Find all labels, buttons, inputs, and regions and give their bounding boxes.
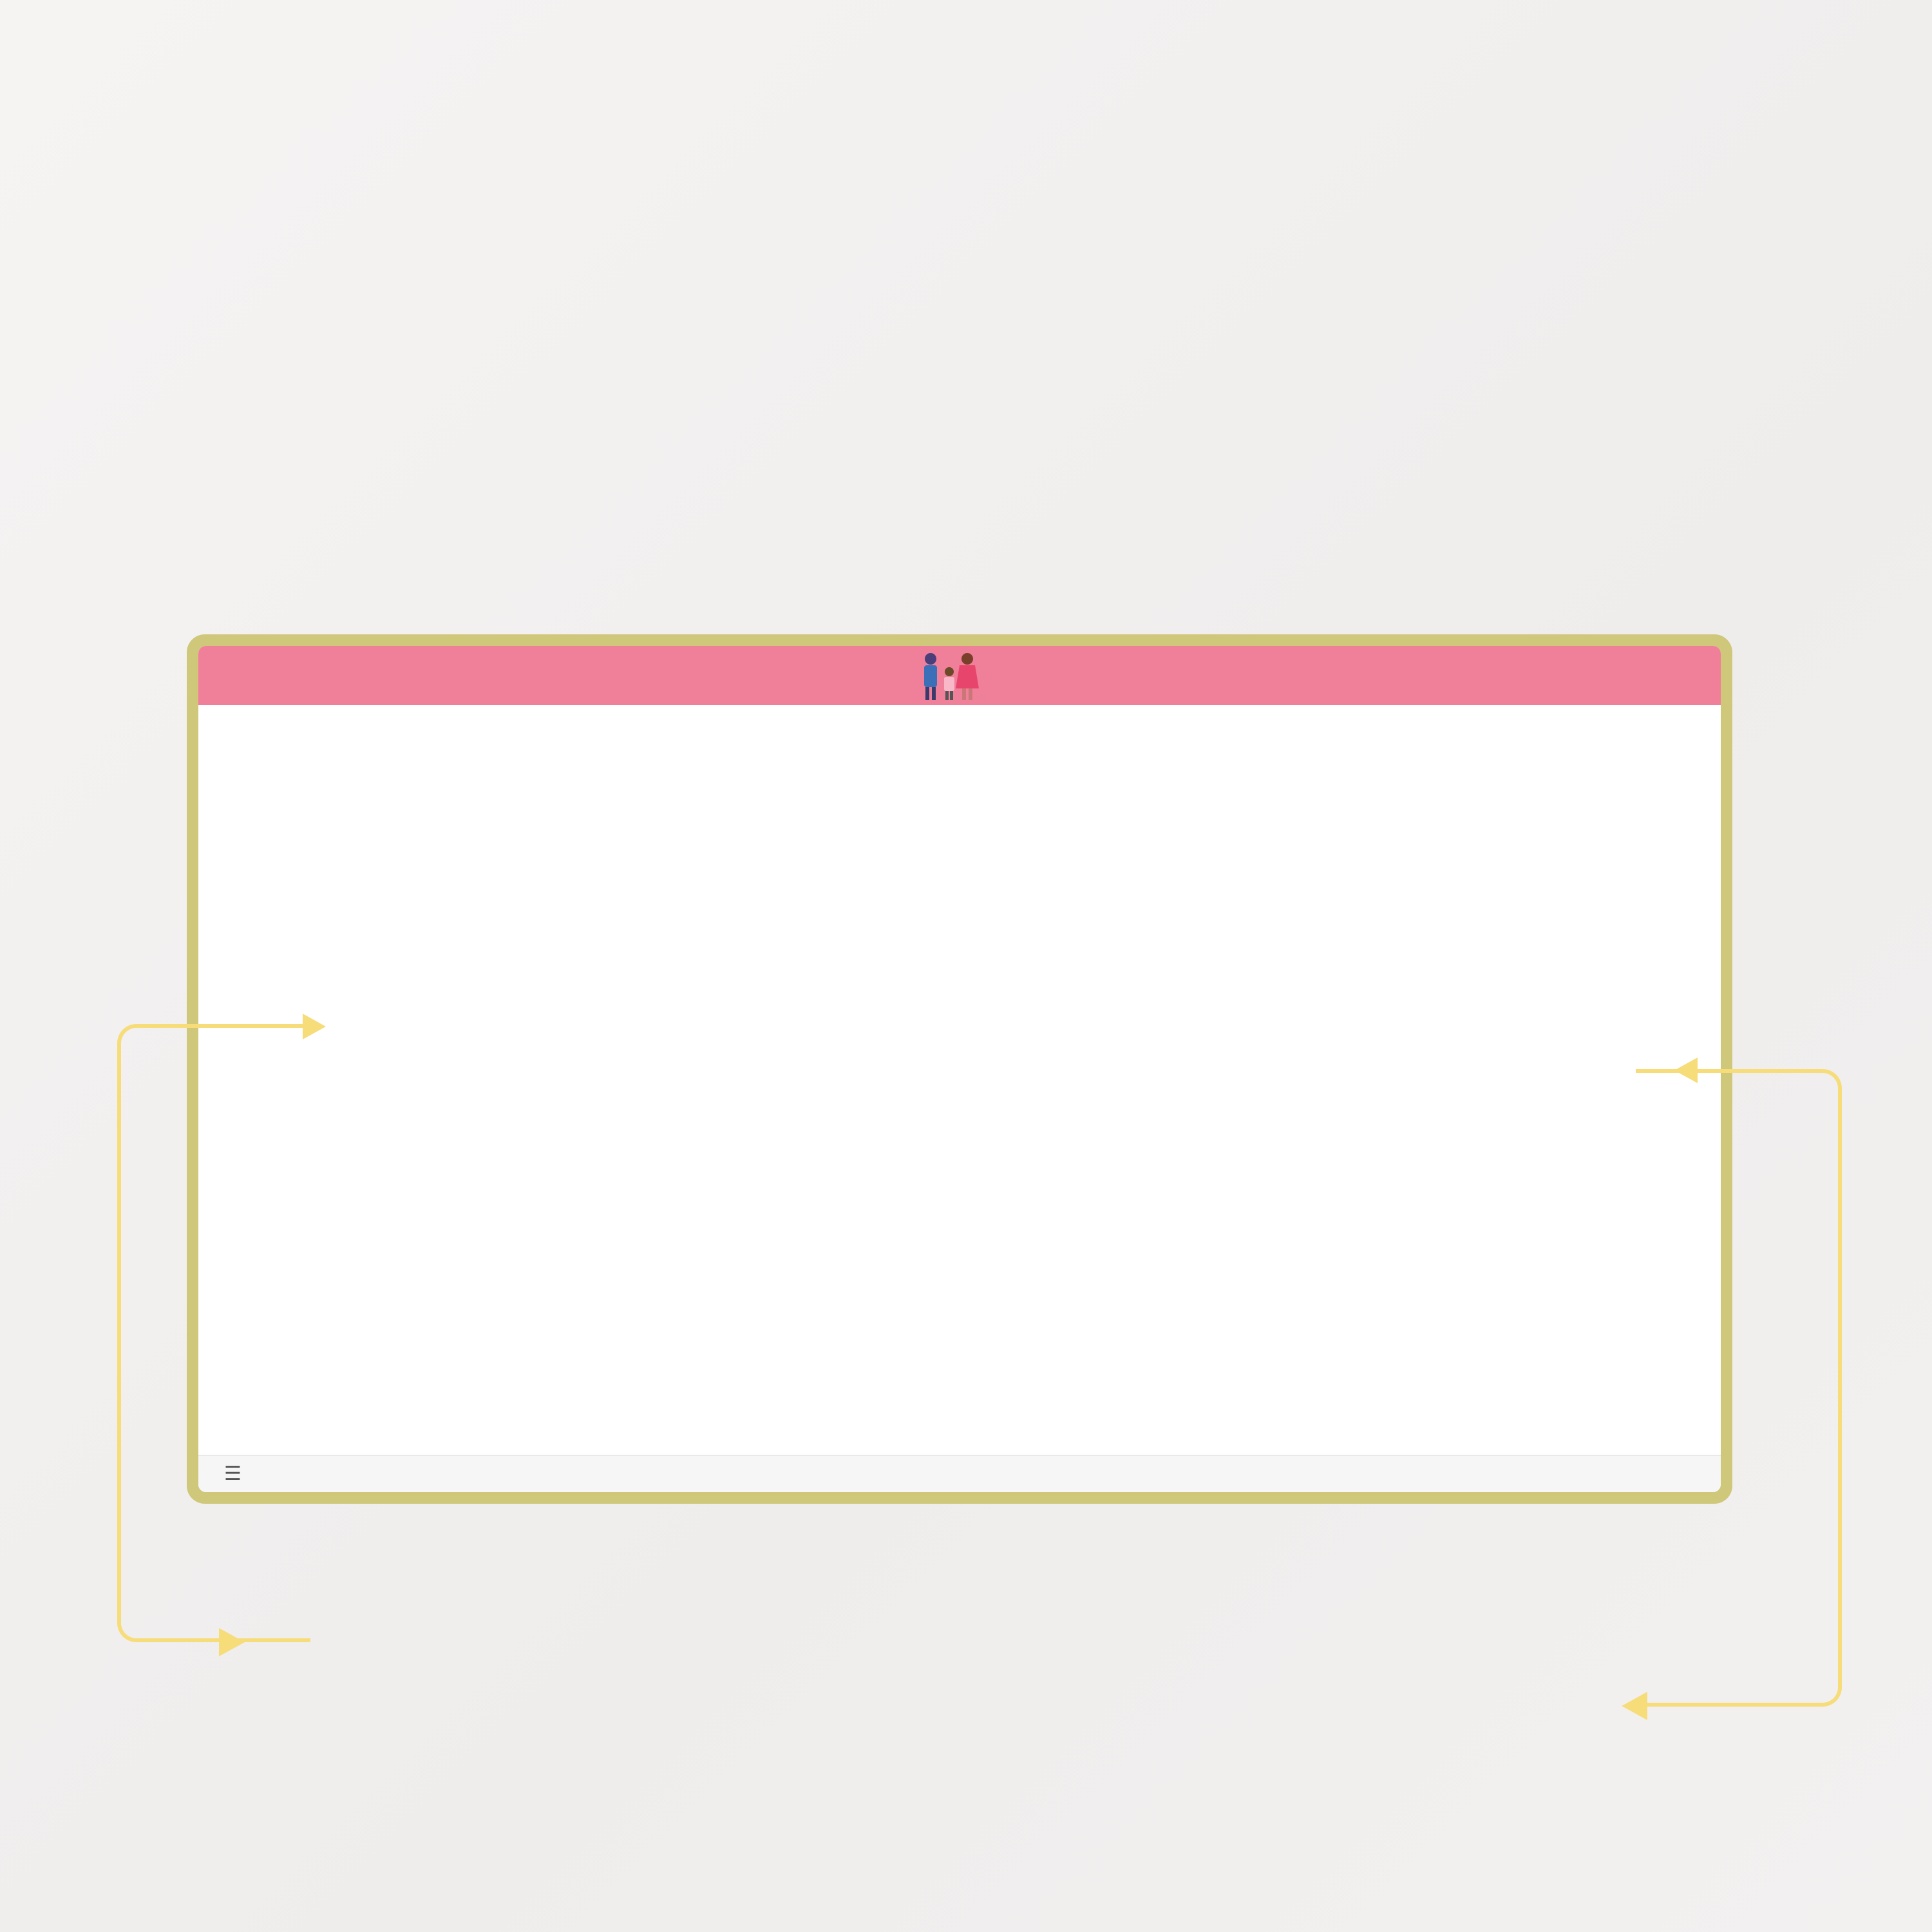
right-arrow-line <box>1636 1069 1842 1707</box>
left-arrow-line <box>117 1024 310 1642</box>
right-arrow-head-bottom <box>1622 1692 1647 1720</box>
left-arrow-head <box>219 1628 245 1656</box>
sheet-tabs-bar <box>198 1455 1721 1492</box>
left-arrow-head-top <box>303 1014 326 1039</box>
tracker-banner <box>198 646 1721 705</box>
tablet-frame <box>187 634 1732 1504</box>
all-sheets-menu-icon[interactable]: ☰ <box>224 1463 242 1485</box>
family-icon <box>914 650 985 701</box>
right-arrow-head-top <box>1674 1057 1698 1083</box>
spreadsheet <box>198 646 1721 1492</box>
